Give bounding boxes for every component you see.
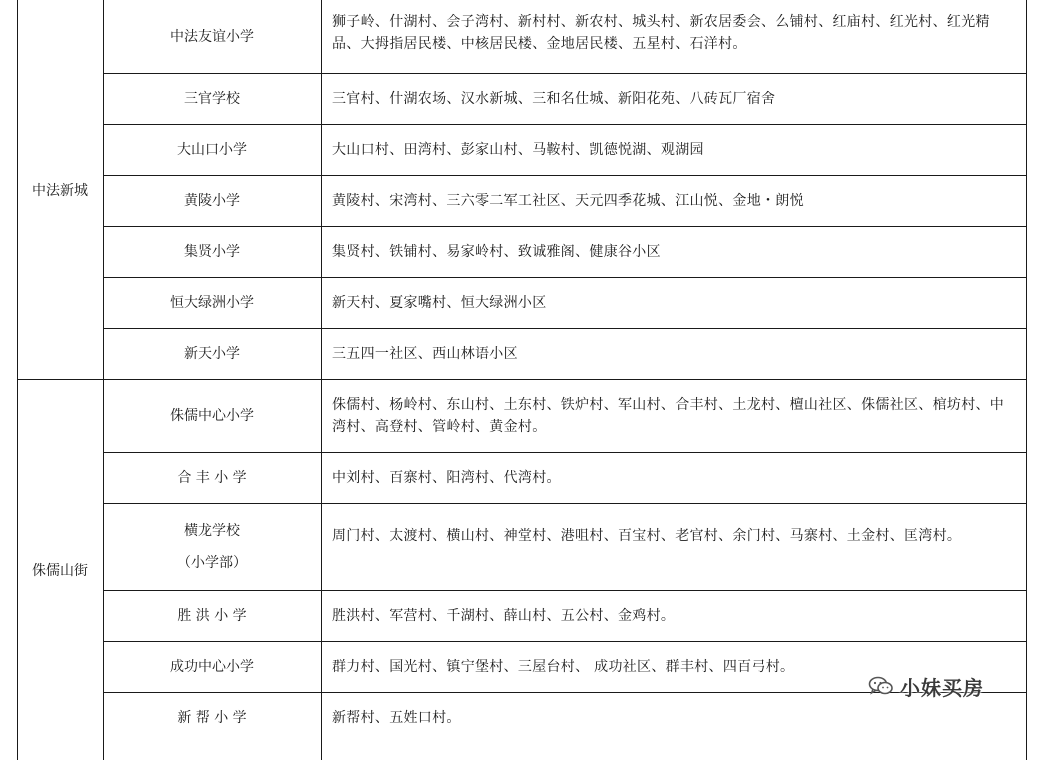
watermark xyxy=(868,672,984,700)
catchment-cell xyxy=(321,0,1027,73)
catchment-cell xyxy=(321,504,1027,590)
school-cell xyxy=(103,453,321,503)
catchment-text: 黄陵村、宋湾村、三六零二军工社区、天元四季花城、江山悦、金地・朗悦 xyxy=(332,193,804,209)
catchment-text: 胜洪村、军营村、千湖村、薛山村、五公村、金鸡村。 xyxy=(332,608,676,624)
catchment-text: 侏儒村、杨岭村、东山村、土东村、铁炉村、军山村、合丰村、土龙村、檀山社区、侏儒社区、棺坊村、中湾村、高登村、管岭村、黄金村。 xyxy=(332,397,1005,435)
school-cell xyxy=(103,642,321,692)
catchment-text: 中刘村、百寨村、阳湾村、代湾村。 xyxy=(332,470,561,486)
school-name: 横龙学校 xyxy=(184,523,240,539)
school-name: 合 丰 小 学 xyxy=(177,470,247,486)
school-cell xyxy=(103,278,321,328)
catchment-cell xyxy=(321,125,1027,175)
school-name: 胜 洪 小 学 xyxy=(177,608,247,624)
school-name: 集贤小学 xyxy=(184,244,240,260)
school-cell xyxy=(103,176,321,226)
school-name: 大山口小学 xyxy=(177,142,247,158)
catchment-cell xyxy=(321,227,1027,277)
school-name: 成功中心小学 xyxy=(170,659,254,675)
school-name: 新 帮 小 学 xyxy=(177,710,247,726)
wechat-icon xyxy=(868,676,894,696)
school-name: 中法友谊小学 xyxy=(170,28,254,45)
catchment-cell xyxy=(321,380,1027,452)
district-cell xyxy=(17,0,103,379)
school-cell xyxy=(103,504,321,590)
catchment-text: 新天村、夏家嘴村、恒大绿洲小区 xyxy=(332,295,547,311)
school-name: 新天小学 xyxy=(184,346,240,362)
school-name: 恒大绿洲小学 xyxy=(170,295,254,311)
catchment-text: 周门村、太渡村、横山村、神堂村、港咀村、百宝村、老官村、余门村、马寨村、土金村、匡湾村。 xyxy=(332,528,962,544)
catchment-cell xyxy=(321,74,1027,124)
catchment-cell xyxy=(321,329,1027,379)
catchment-text: 集贤村、铁铺村、易家岭村、致诚雅阁、健康谷小区 xyxy=(332,244,661,260)
catchment-cell xyxy=(321,453,1027,503)
catchment-text: 群力村、国光村、镇宁堡村、三屋台村、 成功社区、群丰村、四百弓村。 xyxy=(332,659,795,675)
school-cell xyxy=(103,693,321,743)
catchment-text: 新帮村、五姓口村。 xyxy=(332,710,461,726)
catchment-cell xyxy=(321,176,1027,226)
school-name: 侏儒中心小学 xyxy=(170,408,254,424)
watermark-text: 小妹买房 xyxy=(900,675,984,700)
catchment-cell xyxy=(321,693,1027,743)
school-cell xyxy=(103,591,321,641)
catchment-text: 狮子岭、什湖村、会子湾村、新村村、新农村、城头村、新农居委会、么铺村、红庙村、红光村、红光精品、大拇指居民楼、中核居民楼、金地居民楼、五星村、石洋村。 xyxy=(332,14,990,52)
district-cell xyxy=(17,380,103,760)
district-name: 侏儒山街 xyxy=(32,563,88,579)
school-cell xyxy=(103,125,321,175)
school-cell xyxy=(103,380,321,452)
catchment-cell xyxy=(321,591,1027,641)
school-cell xyxy=(103,227,321,277)
catchment-text: 大山口村、田湾村、彭家山村、马鞍村、凯德悦湖、观湖园 xyxy=(332,142,704,158)
school-cell xyxy=(103,74,321,124)
school-name-suffix: （小学部） xyxy=(177,555,247,571)
school-cell xyxy=(103,0,321,73)
catchment-cell xyxy=(321,278,1027,328)
catchment-text: 三五四一社区、西山林语小区 xyxy=(332,346,518,362)
school-cell xyxy=(103,329,321,379)
school-name: 三官学校 xyxy=(184,91,240,107)
catchment-text: 三官村、什湖农场、汉水新城、三和名仕城、新阳花苑、八砖瓦厂宿舍 xyxy=(332,91,776,107)
school-name: 黄陵小学 xyxy=(184,193,240,209)
district-name: 中法新城 xyxy=(32,182,88,199)
school-district-table xyxy=(17,0,1027,760)
